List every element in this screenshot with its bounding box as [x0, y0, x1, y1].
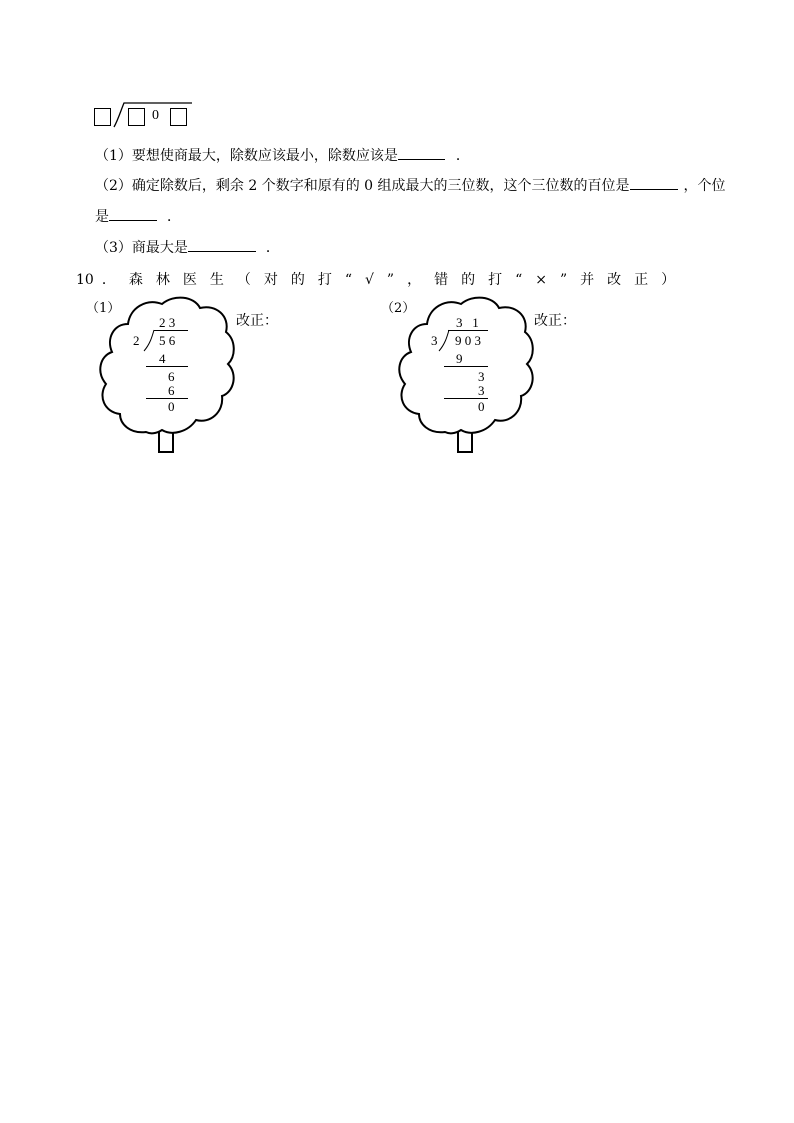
tree-1-rule-2	[146, 398, 188, 399]
answer-blank-1[interactable]	[398, 146, 445, 160]
question-3-text: （3）商最大是	[95, 240, 188, 256]
tree-2-dividend: 9 0 3	[455, 333, 481, 348]
question-10	[76, 269, 688, 289]
tree-1-divisor: 2	[133, 333, 140, 348]
tree-2-step-3: 3	[478, 383, 485, 398]
tree-2-rule-1	[444, 366, 488, 367]
divisor-box	[94, 108, 111, 126]
question-1	[95, 145, 470, 165]
question-10-text: ．森林医生（对的打“√”，错的打“×”并改正）	[101, 272, 689, 288]
question-1-text: （1）要想使商最大，除数应该最小，除数应该是	[95, 148, 398, 164]
question-2	[95, 175, 726, 195]
tree-1-index: （1）	[86, 301, 121, 316]
dividend-box-3	[170, 108, 187, 126]
tree-2-bracket	[437, 329, 451, 353]
tree-2-step-1: 9	[456, 351, 463, 366]
tree-2-quotient: 3 1	[456, 315, 479, 330]
question-2-end: ．	[167, 209, 181, 225]
tree-1-correction-label: 改正：	[236, 313, 278, 329]
tree-1-rule-1	[146, 366, 188, 367]
tree-2-step-2: 3	[478, 369, 485, 384]
tree-2-correction-label: 改正：	[534, 313, 576, 329]
answer-blank-3[interactable]	[188, 238, 256, 252]
question-2-mid: ，个位	[683, 178, 726, 194]
answer-blank-2b[interactable]	[109, 207, 157, 221]
dividend-box-1	[128, 108, 145, 126]
tree-1-dividend: 5 6	[159, 333, 176, 348]
tree-2-step-4: 0	[478, 399, 485, 414]
tree-1-quotient: 2 3	[159, 315, 176, 330]
tree-1-step-2: 6	[168, 369, 175, 384]
tree-2-divisor: 3	[431, 333, 438, 348]
tree-1-step-3: 6	[168, 383, 175, 398]
tree-2-vinculum	[448, 330, 488, 331]
dividend-zero: 0	[152, 108, 159, 123]
answer-blank-2a[interactable]	[630, 176, 678, 190]
question-1-end: ．	[455, 148, 470, 164]
tree-2-index: （2）	[381, 301, 416, 316]
question-3-end: ．	[265, 240, 280, 256]
question-10-number: 10	[76, 272, 94, 288]
tree-1-vinculum	[154, 330, 188, 331]
question-2-text: （2）确定除数后，剩余 2 个数字和原有的 0 组成最大的三位数，这个三位数的百位是	[95, 178, 630, 194]
tree-1-step-4: 0	[168, 399, 175, 414]
question-2-line2-text: 是	[95, 209, 109, 225]
tree-1-bracket	[142, 329, 156, 353]
question-2-line2	[95, 206, 181, 226]
question-3	[95, 237, 280, 257]
tree-1-step-1: 4	[159, 351, 166, 366]
